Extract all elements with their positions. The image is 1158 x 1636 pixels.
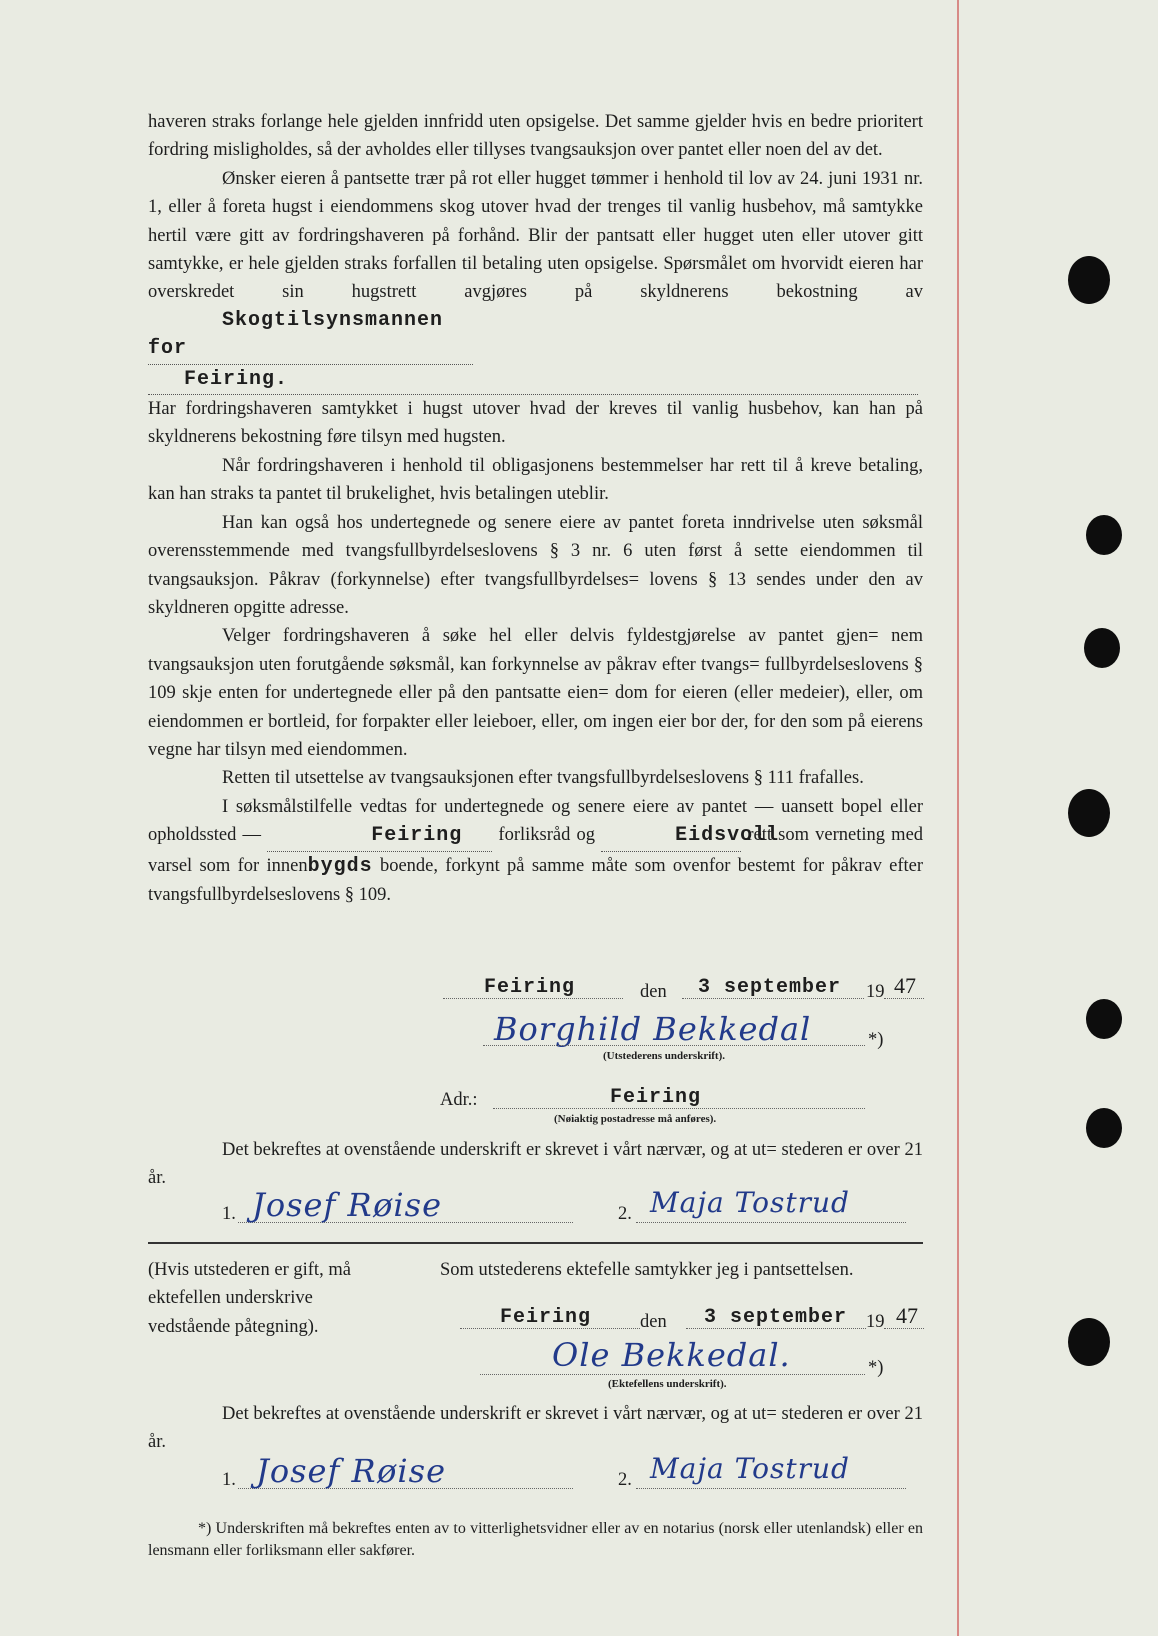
issuer-signature: Borghild Bekkedal	[494, 1010, 812, 1048]
witness-number: 2.	[618, 1470, 632, 1490]
typed-fill: bygds	[307, 854, 373, 878]
spouse-place: Feiring	[500, 1306, 592, 1329]
witness-signature: Maja Tostrud	[650, 1186, 850, 1219]
witness-signature: Josef Røise	[256, 1452, 447, 1490]
spouse-consent: Som utstederens ektefelle samtykker jeg i pantsettelsen.	[440, 1260, 854, 1280]
paragraph: Ønsker eieren å pantsette trær på rot eller hugget tømmer i henhold til lov av 24. juni 1931 nr. 1, eller å foreta hugst i eiendommens skog utover hvad der trenges til vanlig husbehov, må samtykke hertil være gitt av fordringshaveren på forhånd. Blir der pantsatt eller hugget uten eller utover gitt samtykke, er hele gjelden straks forfallen til betaling uten opsigelse. Spørsmålet om hvorvidt eieren har overskredet sin hugstrett avgjøres på skyldnerens bekostning av Skogtilsynsmannen for Feiring.	[148, 165, 923, 395]
spouse-star: *)	[868, 1358, 884, 1378]
punch-hole	[1068, 256, 1110, 304]
address-label: Adr.:	[440, 1090, 478, 1110]
punch-hole	[1068, 1318, 1110, 1366]
witness-number: 2.	[618, 1204, 632, 1224]
spouse-year-prefix: 19	[866, 1312, 885, 1332]
witness-number: 1.	[222, 1470, 236, 1490]
witness-signature: Josef Røise	[252, 1186, 443, 1224]
footnote: *) Underskriften må bekreftes enten av to vitterlighetsvidner eller av en notarius (norsk eller utenlandsk) eller en lensmann eller forliksmann eller sakfører.	[148, 1520, 923, 1559]
punch-hole	[1086, 515, 1122, 555]
paragraph: Velger fordringshaveren å søke hel eller delvis fyldestgjørelse av pantet gjen= nem tvangsauksjon uten forutgående søksmål, kan forkynnelse av påkrav efter tvangs= fullbyrdelseslovens § 109 skje enten for undertegnede eller på den pantsatte eien= dom for eieren (eller medeier), eller, om eiendommen er bortleid, for forpakter eller leieboer, eller, om ingen eier bor der, for den som på eierens vegne har tilsyn med eiendommen.	[148, 626, 923, 760]
issuer-year-suffix: 47	[894, 973, 916, 998]
spouse-date: 3 september	[704, 1306, 848, 1329]
paragraph: Retten til utsettelse av tvangsauksjonen efter tvangsfullbyrdelseslovens § 111 frafalles.	[222, 768, 864, 789]
typed-fill: Feiring.	[148, 366, 918, 395]
spouse-year-suffix: 47	[896, 1303, 918, 1328]
spouse-note: (Hvis utstederen er gift, må ektefellen underskrive vedstående påtegning).	[148, 1260, 351, 1337]
witness-number: 1.	[222, 1204, 236, 1224]
divider	[148, 1242, 923, 1244]
punch-hole	[1086, 999, 1122, 1039]
punch-hole	[1068, 789, 1110, 837]
issuer-caption: (Utstederens underskrift).	[603, 1050, 726, 1062]
paragraph: Han kan også hos undertegnede og senere eiere av pantet foreta inndrivelse uten søksmål overensstemmende med tvangsfullbyrdelseslovens § 3 nr. 6 uten først å sette eiendommen til tvangsauksjon. Påkrav (forkynnelse) efter tvangsfullbyrdelses= lovens § 13 sendes under den av skyldneren opgitte adresse.	[148, 512, 923, 618]
address-caption: (Nøiaktig postadresse må anføres).	[554, 1113, 717, 1125]
issuer-den: den	[640, 982, 667, 1002]
punch-hole	[1086, 1108, 1122, 1148]
paragraph: Når fordringshaveren i henhold til obligasjonens bestemmelser har rett til å kreve betaling, kan han straks ta pantet til brukelighet, hvis betalingen uteblir.	[148, 455, 923, 505]
margin-rule	[957, 0, 959, 1636]
issuer-year-prefix: 19	[866, 982, 885, 1002]
spouse-signature: Ole Bekkedal.	[552, 1336, 791, 1374]
witness-signature: Maja Tostrud	[650, 1452, 850, 1485]
witness-statement: Det bekreftes at ovenstående underskrift er skrevet i vårt nærvær, og at ut= stederen er over 21 år.	[148, 1404, 923, 1453]
punch-hole	[1084, 628, 1120, 668]
issuer-date: 3 september	[698, 976, 842, 999]
body-text	[148, 108, 923, 909]
witness-statement: Det bekreftes at ovenstående underskrift er skrevet i vårt nærvær, og at ut= stederen er over 21 år.	[148, 1140, 923, 1189]
typed-fill: Feiring	[267, 822, 492, 851]
issuer-address: Feiring	[610, 1086, 702, 1109]
issuer-star: *)	[868, 1030, 884, 1050]
paragraph: Har fordringshaveren samtykket i hugst utover hvad der kreves til vanlig husbehov, kan han på skyldnerens bekostning føre tilsyn med hugsten.	[148, 399, 923, 448]
spouse-caption: (Ektefellens underskrift).	[608, 1378, 727, 1390]
issuer-place: Feiring	[484, 976, 576, 999]
typed-fill: Skogtilsynsmannen for	[148, 307, 473, 365]
typed-fill: Eidsvoll	[601, 822, 741, 851]
spouse-den: den	[640, 1312, 667, 1332]
paragraph: haveren straks forlange hele gjelden innfridd uten opsigelse. Det samme gjelder hvis en bedre prioritert fordring misligholdes, så der avholdes eller tillyses tvangsauksjon over pantet eller noen del av det.	[148, 112, 923, 161]
paragraph: I søksmålstilfelle vedtas for undertegnede og senere eiere av pantet — uansett bopel eller opholdssted — Feiring forliksråd og Eidsvoll rett som verneting med varsel som for innenbygds boende, forkynt på samme måte som ovenfor bestemt for påkrav efter tvangsfullbyrdelseslovens § 109.	[148, 796, 924, 905]
